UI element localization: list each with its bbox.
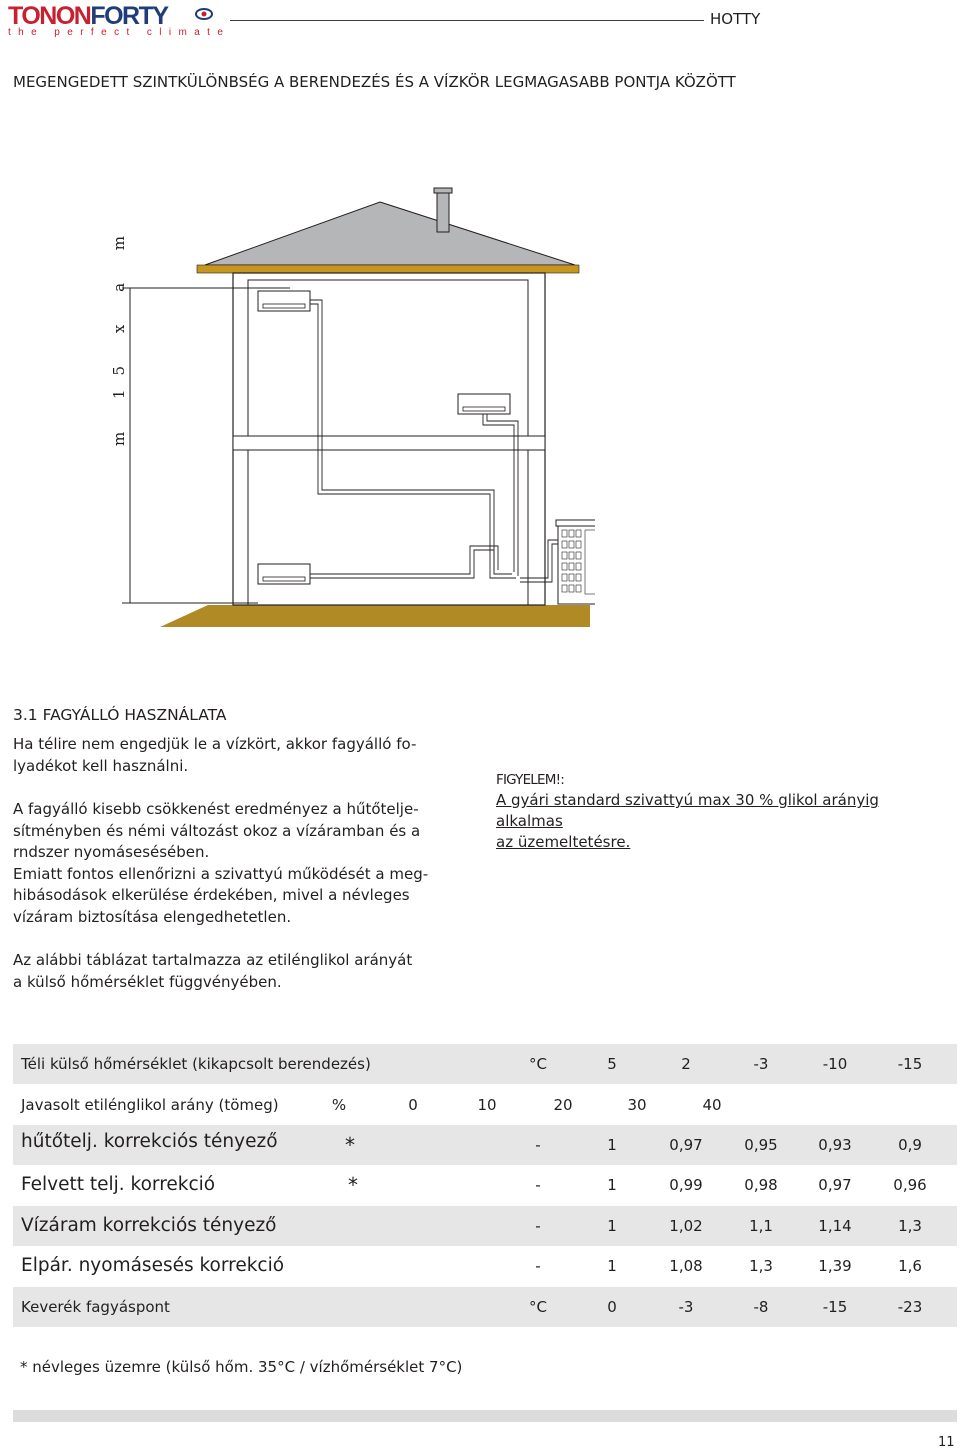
row-value: 0 bbox=[607, 1298, 617, 1316]
text-line: az üzemeltetésre. bbox=[496, 833, 631, 851]
row-label: Felvett telj. korrekció bbox=[21, 1174, 216, 1195]
text-line: vízáram biztosítása elengedhetetlen. bbox=[13, 907, 292, 926]
logo-tagline: the perfect climate bbox=[8, 27, 231, 38]
table-row bbox=[13, 1287, 957, 1327]
row-value: 40 bbox=[702, 1096, 722, 1114]
row-value: -3 bbox=[753, 1055, 769, 1073]
row-value: 1 bbox=[607, 1176, 617, 1194]
text-line: A gyári standard szivattyú max 30 % glikol arányig alkalmas bbox=[496, 791, 879, 830]
row-label: Javasolt etilénglikol arány (tömeg) bbox=[21, 1096, 279, 1114]
row-value: -10 bbox=[822, 1055, 848, 1073]
row-value: 1,02 bbox=[669, 1217, 703, 1235]
intro-paragraph bbox=[13, 734, 433, 777]
row-value: 1,3 bbox=[749, 1257, 773, 1275]
floor-slab bbox=[233, 436, 545, 450]
row-value: 30 bbox=[627, 1096, 647, 1114]
row-value: 1,6 bbox=[898, 1257, 922, 1275]
table-row bbox=[13, 1246, 957, 1286]
brand-name: HOTTY bbox=[710, 10, 761, 28]
effects-paragraph bbox=[13, 799, 433, 928]
text-line: Az alábbi táblázat tartalmazza az etilénglikol arányát bbox=[13, 951, 413, 969]
table-row bbox=[13, 1044, 957, 1084]
header-rule bbox=[230, 20, 704, 21]
row-unit: °C bbox=[529, 1055, 547, 1073]
height-label: m 15 x a m bbox=[110, 221, 128, 446]
indoor-unit-upper-right bbox=[458, 394, 510, 414]
row-value: 1 bbox=[607, 1217, 617, 1235]
row-value: -15 bbox=[822, 1298, 848, 1316]
table-row bbox=[13, 1085, 957, 1125]
warning-text bbox=[496, 790, 946, 853]
text-line: Emiatt fontos ellenőrizni a szivattyú működését a meg- bbox=[13, 864, 429, 883]
row-value: 20 bbox=[553, 1096, 573, 1114]
text-line: sítményben és némi változást okoz a vízáramban és a bbox=[13, 821, 421, 840]
logo-word-forty: FORTY bbox=[90, 2, 168, 30]
row-value: 1,3 bbox=[898, 1217, 922, 1235]
warning-title: FIGYELEM!: bbox=[496, 772, 564, 788]
house-diagram bbox=[95, 183, 595, 633]
row-value: 1 bbox=[607, 1257, 617, 1275]
row-unit: - bbox=[535, 1136, 541, 1154]
table-intro-paragraph bbox=[13, 950, 433, 993]
section-heading: 3.1 FAGYÁLLÓ HASZNÁLATA bbox=[13, 706, 227, 724]
row-value: 10 bbox=[477, 1096, 497, 1114]
row-unit: % bbox=[331, 1096, 347, 1114]
row-value: 0,9 bbox=[898, 1136, 922, 1154]
row-value: 1,1 bbox=[749, 1217, 773, 1235]
row-unit: - bbox=[535, 1257, 541, 1275]
row-value: -15 bbox=[897, 1055, 923, 1073]
row-label: hűtőtelj. korrekciós tényező bbox=[21, 1131, 278, 1152]
row-value: 0,97 bbox=[669, 1136, 703, 1154]
row-asterisk: * bbox=[348, 1173, 358, 1197]
row-value: 1 bbox=[607, 1136, 617, 1154]
roof-eave bbox=[197, 265, 579, 273]
row-unit: - bbox=[535, 1176, 541, 1194]
table-row bbox=[13, 1165, 957, 1205]
chimney bbox=[437, 190, 449, 232]
row-asterisk: * bbox=[345, 1133, 355, 1157]
row-value: 1,14 bbox=[818, 1217, 852, 1235]
row-label: Keverék fagyáspont bbox=[21, 1298, 170, 1316]
text-line: Ha télire nem engedjük le a vízkört, akkor fagyálló fo- bbox=[13, 735, 417, 753]
row-value: 0,99 bbox=[669, 1176, 703, 1194]
page-number: 11 bbox=[938, 1435, 955, 1450]
row-unit: - bbox=[535, 1217, 541, 1235]
row-value: 0,93 bbox=[818, 1136, 852, 1154]
row-value: 1,08 bbox=[669, 1257, 703, 1275]
row-value: 1,39 bbox=[818, 1257, 852, 1275]
row-value: 5 bbox=[607, 1055, 617, 1073]
table-row bbox=[13, 1206, 957, 1246]
row-value: -3 bbox=[678, 1298, 694, 1316]
logo-word-tonon: TONON bbox=[8, 2, 91, 30]
tononforty-logo bbox=[8, 2, 231, 38]
row-value: 0,97 bbox=[818, 1176, 852, 1194]
row-value: 2 bbox=[681, 1055, 691, 1073]
row-label: Téli külső hőmérséklet (kikapcsolt berendezés) bbox=[21, 1055, 371, 1073]
ground bbox=[160, 605, 590, 627]
indoor-unit-upper-left bbox=[258, 291, 310, 311]
roof bbox=[205, 202, 575, 265]
row-value: 0,98 bbox=[744, 1176, 778, 1194]
outdoor-unit bbox=[556, 520, 595, 604]
row-value: -23 bbox=[897, 1298, 923, 1316]
row-value: 0,95 bbox=[744, 1136, 778, 1154]
row-label: Elpár. nyomásesés korrekció bbox=[21, 1255, 285, 1276]
row-value: 0 bbox=[408, 1096, 418, 1114]
row-unit: °C bbox=[529, 1298, 547, 1316]
text-line: lyadékot kell használni. bbox=[13, 756, 189, 775]
row-value: 0,96 bbox=[893, 1176, 927, 1194]
table-row bbox=[13, 1125, 957, 1165]
row-value: -8 bbox=[753, 1298, 769, 1316]
text-line: hibásodások elkerülése érdekében, mivel a névleges bbox=[13, 886, 410, 904]
footnote: * névleges üzemre (külső hőm. 35°C / vízhőmérséklet 7°C) bbox=[20, 1358, 463, 1376]
text-line: A fagyálló kisebb csökkenést eredményez a hűtőtelje- bbox=[13, 800, 419, 818]
section-title: MEGENGEDETT SZINTKÜLÖNBSÉG A BERENDEZÉS ÉS A VÍZKÖR LEGMAGASABB PONTJA KÖZÖTT bbox=[13, 73, 736, 91]
row-label: Vízáram korrekciós tényező bbox=[21, 1215, 277, 1236]
text-line: a külső hőmérséklet függvényében. bbox=[13, 972, 282, 991]
logo-swirl-icon bbox=[194, 6, 214, 22]
indoor-unit-lower bbox=[258, 564, 310, 584]
footer-bar bbox=[13, 1410, 957, 1422]
text-line: rndszer nyomásesésében. bbox=[13, 843, 210, 861]
